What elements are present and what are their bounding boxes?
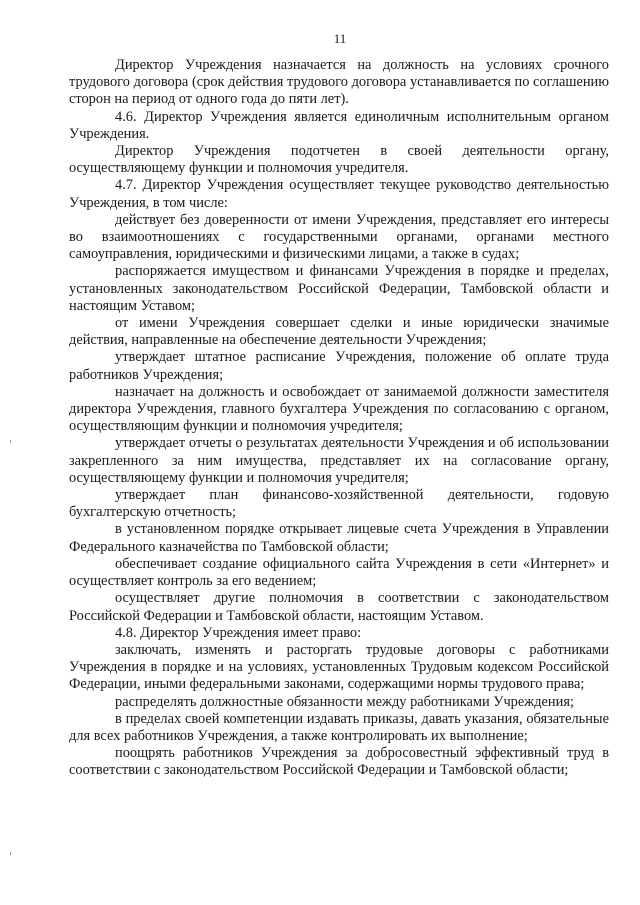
paragraph-director-accountability: Директор Учреждения подотчетен в своей деятельности органу, осуществляющему функции и полномочия учредителя. [69,143,609,177]
paragraph-approves-plan: утверждает план финансово-хозяйственной деятельности, годовую бухгалтерскую отчетность; [69,487,609,521]
paragraph-labor-contracts: заключать, изменять и расторгать трудовые договоры с работниками Учреждения в порядке и на условиях, установленных Трудовым кодексом Российской Федерации, иными федеральными законами, содержащими нормы трудового права; [69,641,609,693]
paragraph-makes-transactions: от имени Учреждения совершает сделки и иные юридически значимые действия, направленные на обеспечение деятельности Учреждения; [69,315,609,349]
page-number: 11 [333,31,347,46]
paragraph-opens-accounts: в установленном порядке открывает лицевые счета Учреждения в Управлении Федерального казначейства по Тамбовской области; [69,521,609,555]
paragraph-approves-staffing: утверждает штатное расписание Учреждения, положение об оплате труда работников Учреждения; [69,349,609,383]
paragraph-approves-reports: утверждает отчеты о результатах деятельности Учреждения и об использовании закрепленного за ним имущества, представляет их на согласование органу, осуществляющему функции и полномочия учредителя; [69,435,609,486]
paragraph-appoints-deputies: назначает на должность и освобождает от занимаемой должности заместителя директора Учреждения, главного бухгалтера Учреждения по согласованию с органом, осуществляющим функции и полномочия учредителя; [69,383,609,435]
document-body [69,57,609,780]
paragraph-director-appointment: Директор Учреждения назначается на должность на условиях срочного трудового договора (срок действия трудового договора устанавливается по соглашению сторон на период от одного года до пяти лет). [69,57,609,108]
paragraph-distributes-duties: распределять должностные обязанности между работниками Учреждения; [115,693,574,710]
paragraph-4-7: 4.7. Директор Учреждения осуществляет текущее руководство деятельностью Учреждения, в том числе: [69,177,609,211]
paragraph-rewards-employees: поощрять работников Учреждения за добросовестный эффективный труд в соответствии с законодательством Российской Федерации и Тамбовской области; [69,745,609,779]
paragraph-4-6: 4.6. Директор Учреждения является единоличным исполнительным органом Учреждения. [69,108,609,142]
paragraph-4-8: 4.8. Директор Учреждения имеет право: [115,624,362,641]
scan-margin-mark [10,440,11,443]
scan-margin-mark [10,852,11,855]
paragraph-manages-property: распоряжается имуществом и финансами Учреждения в порядке и пределах, установленных законодательством Российской Федерации, Тамбовской области и настоящим Уставом; [69,263,609,314]
paragraph-issues-orders: в пределах своей компетенции издавать приказы, давать указания, обязательные для всех работников Учреждения, а также контролировать их выполнение; [69,710,609,744]
paragraph-website: обеспечивает создание официального сайта Учреждения в сети «Интернет» и осуществляет контроль за его ведением; [69,555,609,590]
paragraph-other-powers: осуществляет другие полномочия в соответствии с законодательством Российской Федерации и Тамбовской области, настоящим Уставом. [69,590,609,624]
paragraph-acts-without-proxy: действует без доверенности от имени Учреждения, представляет его интересы во взаимоотношениях с государственными органами, органами местного самоуправления, юридическими и физическими лицами, а также в судах; [69,211,609,263]
